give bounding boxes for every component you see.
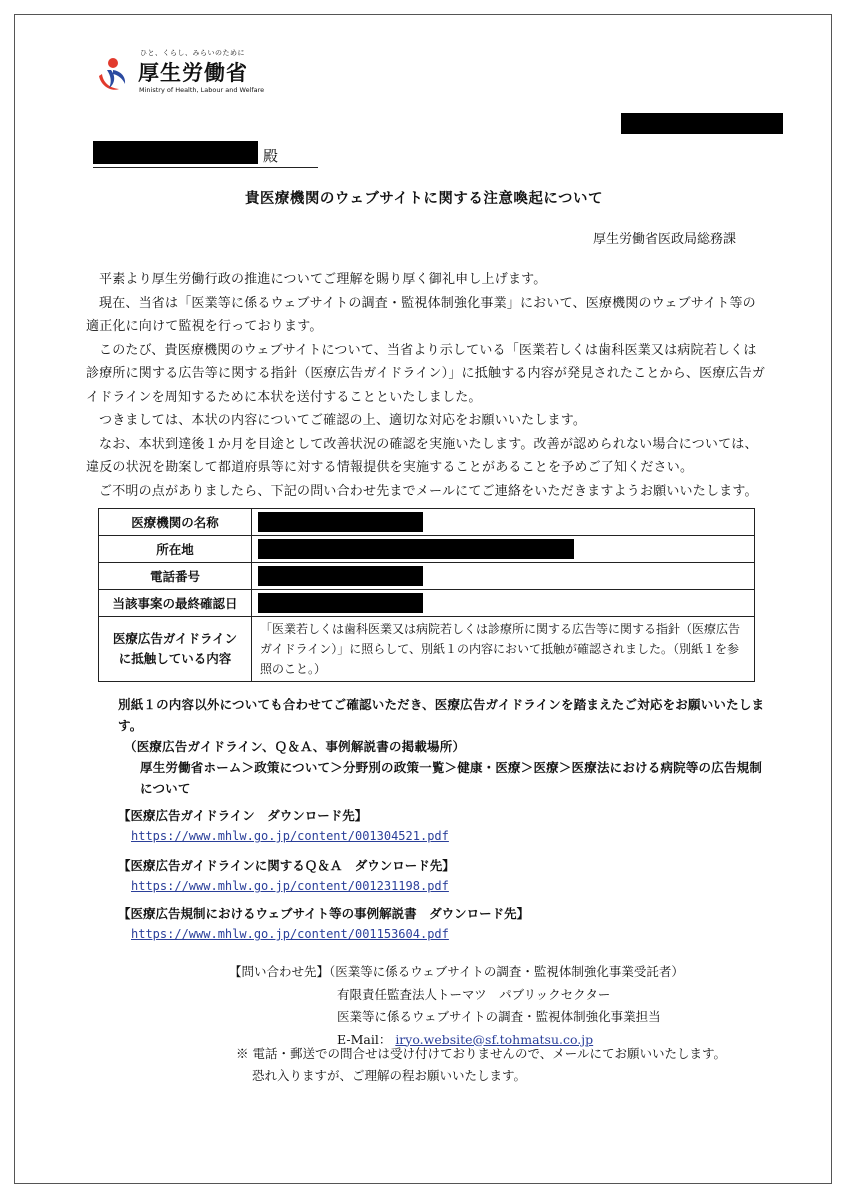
email-label: E-Mail： <box>337 1031 392 1047</box>
table-row <box>99 563 755 590</box>
label-violation <box>99 617 252 682</box>
table-row <box>99 590 755 617</box>
table-row <box>99 509 755 536</box>
redacted-date <box>621 113 783 134</box>
sender: 厚生労働省医政局総務課 <box>592 232 736 247</box>
redacted-value <box>258 539 574 559</box>
label-last-confirmed: 当該事案の最終確認日 <box>99 590 252 617</box>
label-violation-line1: 医療広告ガイドライン <box>112 631 238 646</box>
value-phone <box>252 563 755 590</box>
logo-tagline: ひと、くらし、みらいのために <box>140 49 245 57</box>
paragraph: つきましては、本状の内容についてご確認の上、適切な対応をお願いいたします。 <box>99 413 587 428</box>
table-row <box>99 617 755 682</box>
logo-subname: Ministry of Health, Labour and Welfare <box>139 86 265 94</box>
contact-block <box>229 961 684 1051</box>
mhlw-logo <box>83 36 283 100</box>
download-label-casebook: 【医療広告規制におけるウェブサイト等の事例解説書 ダウンロード先】 <box>118 906 530 921</box>
value-violation <box>252 617 755 682</box>
table-row <box>99 536 755 563</box>
value-last-confirmed <box>252 590 755 617</box>
paragraph: このたび、貴医療機関のウェブサイトについて、当省より示している「医業若しくは歯科医業又は病院若しくは診療所に関する広告等に関する指針（医療広告ガイドライン）」に抵触する内容が発見されたことから、医療広告ガイドラインを周知するために本状を送付することといたしました。 <box>86 342 766 405</box>
value-name <box>252 509 755 536</box>
location-path: 厚生労働省ホーム＞政策について＞分野別の政策一覧＞健康・医療＞医療＞医療法における病院等の広告規制について <box>140 760 763 796</box>
redacted-value <box>258 566 423 586</box>
request-text: 別紙１の内容以外についても合わせてご確認いただき、医療広告ガイドラインを踏まえたご対応をお願いいたします。 <box>118 697 765 733</box>
email-link[interactable]: iryo.website@sf.tohmatsu.co.jp <box>395 1031 594 1047</box>
note-line2: 恐れ入りますが、ご理解の程お願いいたします。 <box>252 1068 527 1083</box>
contact-dept: 医業等に係るウェブサイトの調査・監視体制強化事業担当 <box>337 1009 661 1024</box>
download-link-guideline[interactable]: https://www.mhlw.go.jp/content/001304521.pdf <box>131 829 449 843</box>
redacted-value <box>258 512 423 532</box>
paragraph: 平素より厚生労働行政の推進についてご理解を賜り厚く御礼申し上げます。 <box>99 272 547 287</box>
location-heading: （医療広告ガイドライン、Ｑ＆Ａ、事例解説書の掲載場所） <box>124 739 466 754</box>
download-label-qa: 【医療広告ガイドラインに関するＱ＆Ａ ダウンロード先】 <box>118 858 455 873</box>
label-phone: 電話番号 <box>99 563 252 590</box>
contact-org: 有限責任監査法人トーマツ パブリックセクター <box>337 986 611 1002</box>
logo-name: 厚生労働省 <box>138 61 248 85</box>
download-link-casebook[interactable]: https://www.mhlw.go.jp/content/001153604.pdf <box>131 927 449 941</box>
mhlw-emblem-icon <box>93 54 133 94</box>
contact-heading: 【問い合わせ先】（医業等に係るウェブサイトの調査・監視体制強化事業受託者） <box>229 964 684 979</box>
honorific: 殿 <box>263 147 279 165</box>
label-address: 所在地 <box>99 536 252 563</box>
label-name: 医療機関の名称 <box>99 509 252 536</box>
redacted-addressee <box>93 141 258 164</box>
redacted-value <box>258 593 423 613</box>
paragraph: なお、本状到達後１か月を目途として改善状況の確認を実施いたします。改善が認められない場合については、違反の状況を勘案して都道府県等に対する情報提供を実施することがあることを予めご了知ください。 <box>86 436 758 475</box>
label-violation-line2: に抵触している内容 <box>118 651 232 666</box>
value-address <box>252 536 755 563</box>
note-block <box>236 1043 726 1087</box>
violation-content: 「医業若しくは歯科医業又は病院若しくは診療所に関する広告等に関する指針（医療広告ガイドライン）」に照らして、別紙１の内容において抵触が確認されました。（別紙１を参照のこと。） <box>260 622 741 676</box>
download-label-guideline: 【医療広告ガイドライン ダウンロード先】 <box>118 808 368 823</box>
document-title: 貴医療機関のウェブサイトに関する注意喚起について <box>244 190 604 207</box>
paragraph: 現在、当省は「医業等に係るウェブサイトの調査・監視体制強化事業」において、医療機関のウェブサイト等の適正化に向けて監視を行っております。 <box>86 295 756 334</box>
download-link-qa[interactable]: https://www.mhlw.go.jp/content/001231198.pdf <box>131 879 449 893</box>
body-text <box>86 268 766 503</box>
additional-notes <box>118 694 768 799</box>
note-line1: ※ 電話・郵送での問合せは受け付けておりませんので、メールにてお願いいたします。 <box>236 1046 726 1061</box>
paragraph: ご不明の点がありましたら、下記の問い合わせ先までメールにてご連絡をいただきますようお願いいたします。 <box>99 483 758 499</box>
addressee-line <box>93 141 318 168</box>
info-table <box>98 508 755 682</box>
